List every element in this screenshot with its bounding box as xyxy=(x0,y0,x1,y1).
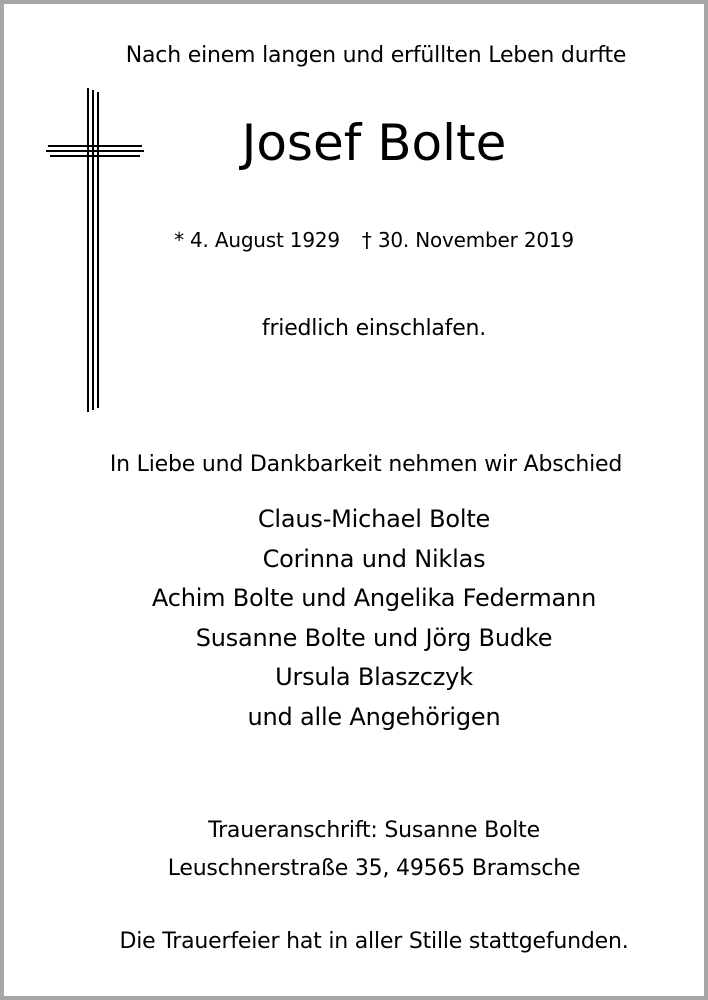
passing-text: friedlich einschlafen. xyxy=(261,316,487,341)
farewell-text: In Liebe und Dankbarkeit nehmen wir Abschied xyxy=(109,452,623,477)
deceased-name: Josef Bolte xyxy=(241,114,507,172)
mourner-item: Ursula Blaszczyk xyxy=(275,663,473,691)
mourner-item: Achim Bolte und Angelika Federmann xyxy=(151,584,597,612)
mourners-list xyxy=(20,500,708,737)
intro-text: Nach einem langen und erfüllten Leben durfte xyxy=(125,43,627,68)
mourning-address-street: Leuschnerstraße 35, 49565 Bramsche xyxy=(167,856,581,881)
birth-date: * 4. August 1929 xyxy=(174,228,340,252)
mourner-item: Claus-Michael Bolte xyxy=(257,505,491,533)
death-date: † 30. November 2019 xyxy=(361,228,574,252)
mourner-item: und alle Angehörigen xyxy=(247,702,501,731)
mourner-item: Corinna und Niklas xyxy=(262,544,486,573)
closing-text: Die Trauerfeier hat in aller Stille stattgefunden. xyxy=(119,929,629,954)
mourner-item: Susanne Bolte und Jörg Budke xyxy=(195,623,553,652)
life-dates xyxy=(20,228,708,252)
mourning-address-name: Traueranschrift: Susanne Bolte xyxy=(208,818,540,843)
